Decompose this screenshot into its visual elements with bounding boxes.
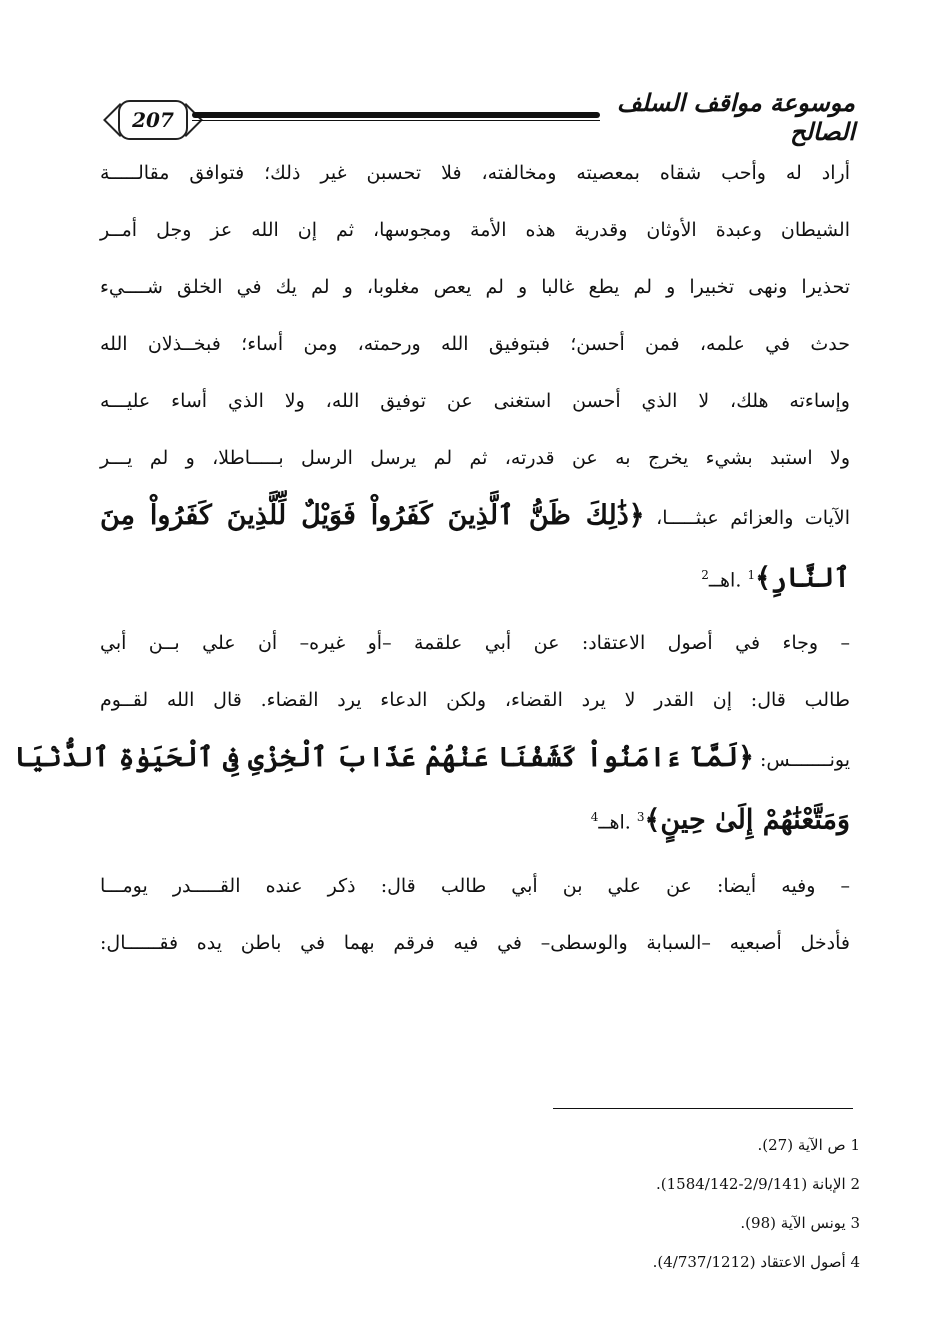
quran-verse: ﴿لَمَّآ ءَامَنُواْ كَشَفْنَا عَنْهُمْ عَذَابَ ٱلْخِزْىِ فِى ٱلْحَيَوٰةِ ٱلدُّنْيَا bbox=[14, 742, 754, 774]
footnote-ref[interactable]: 2 bbox=[701, 568, 709, 582]
quran-verse: ﴿ذَٰلِكَ ظَنُّ ٱلَّذِينَ كَفَرُواْ فَوَيْلٌ لِّلَّذِينَ كَفَرُواْ مِنَ bbox=[100, 500, 645, 531]
footnote: 1 ص الآية (27). bbox=[757, 1136, 860, 1154]
text-line: الشيطان وعبدة الأوثان وقدرية هذه الأمة ومجوسها، ثم إن الله عز وجل أمــر bbox=[100, 219, 850, 241]
text-line: – وفيه أيضا: عن علي بن أبي طالب قال: ذكر عنده القـــــدر يومـــا bbox=[100, 874, 850, 897]
text-line bbox=[100, 547, 850, 609]
text-line: طالب قال: إن القدر لا يرد القضاء، ولكن الدعاء يرد القضاء. قال الله لقــوم bbox=[100, 689, 850, 712]
footnote: 2 الإبانة (2/9/141-1584/142). bbox=[655, 1175, 860, 1193]
quran-verse: ٱلنَّارِ﴾ bbox=[755, 562, 850, 594]
text-line: أراد له وأحب شقاه بمعصيته ومخالفته، فلا تحسبن غير ذلك؛ فتوافق مقالـــــة bbox=[100, 162, 850, 184]
text-line bbox=[14, 729, 850, 789]
series-title: موسوعة مواقف السلف الصالح bbox=[616, 88, 855, 146]
text-line: حدث في علمه، فمن أحسن؛ فبتوفيق الله ورحمته، ومن أساء؛ فبخــذلان الله bbox=[100, 333, 850, 355]
footnote-ref[interactable]: 3 bbox=[636, 810, 645, 825]
text-segment: .اهــ bbox=[708, 569, 742, 592]
text-line: فأدخل أصبعيه –السبابة والوسطى– في فيه فرقم بهما في باطن يده فقــــــال: bbox=[100, 931, 850, 954]
page-number-badge bbox=[118, 100, 188, 140]
text-segment: الآيات والعزائم عبثـــــا، bbox=[656, 507, 850, 529]
quran-verse: وَمَتَّعْنَٰهُمْ إِلَىٰ حِينٍ﴾ bbox=[644, 804, 850, 836]
main-text bbox=[14, 145, 850, 972]
text-line bbox=[100, 789, 850, 851]
text-line: وإساءته هلك، لا الذي أحسن استغنى عن توفيق الله، ولا الذي أساء عليـــه bbox=[100, 390, 850, 412]
header-rule bbox=[192, 112, 600, 118]
footnote: 3 يونس الآية (98). bbox=[740, 1214, 860, 1232]
footnote: 4 أصول الاعتقاد (4/737/1212). bbox=[652, 1253, 860, 1271]
page-number: 207 bbox=[132, 108, 174, 132]
paragraph-3 bbox=[100, 858, 850, 972]
paragraph-1 bbox=[100, 145, 850, 609]
text-segment: .اهــ bbox=[598, 811, 631, 834]
text-line: تحذيرا ونهى تخبيرا و لم يطع غالبا و لم يعص مغلوبا، و لم يك في الخلق شــــيء bbox=[100, 276, 850, 298]
text-line: – وجاء في أصول الاعتقاد: عن أبي علقمة –أو غيره– أن علي بــن أبي bbox=[100, 632, 850, 655]
footnote-ref[interactable]: 1 bbox=[747, 568, 756, 582]
paragraph-2 bbox=[14, 615, 850, 851]
footnotes bbox=[540, 1126, 860, 1282]
text-line bbox=[100, 487, 850, 547]
header-rule-thin bbox=[192, 120, 600, 121]
footnote-separator bbox=[553, 1108, 853, 1109]
text-segment: يونـــــــس: bbox=[760, 749, 850, 772]
page-header bbox=[100, 82, 855, 152]
text-line: ولا استبد بشيء يخرج به عن قدرته، ثم لم يرسل الرسل بـــــاطلا، و لم يـــر bbox=[100, 447, 850, 469]
footnote-ref[interactable]: 4 bbox=[590, 810, 599, 825]
